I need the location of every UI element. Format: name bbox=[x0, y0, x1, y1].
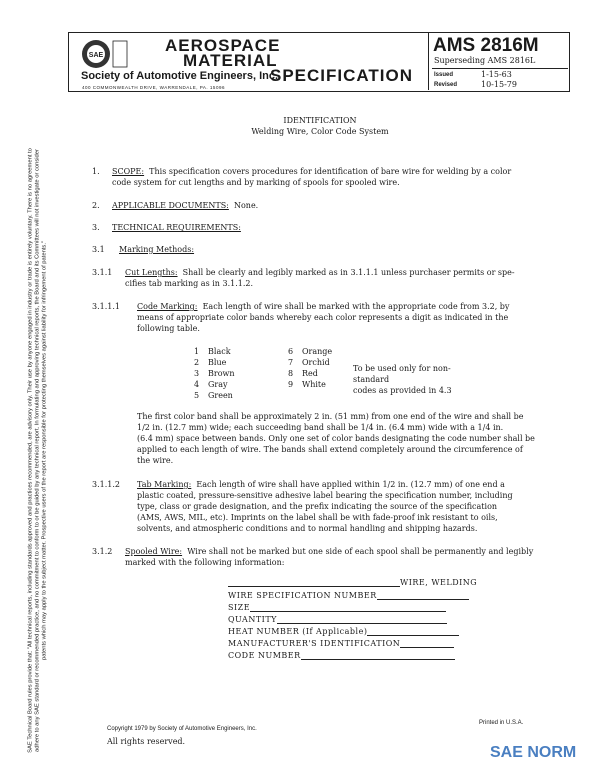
section-1 bbox=[112, 166, 511, 177]
code-number: 7 bbox=[288, 358, 294, 367]
spool-field-size-label: SIZE bbox=[228, 603, 251, 612]
code-row bbox=[194, 357, 332, 368]
code-note-line-2: codes as provided in 4.3 bbox=[353, 386, 452, 395]
section-3-1-1-2-text-2: plastic coated, pressure-sensitive adhesive label bearing the specification number, including bbox=[137, 491, 513, 500]
code-color: Black bbox=[208, 347, 231, 356]
section-3-1-2-heading: Spooled Wire: bbox=[125, 547, 183, 556]
code-number: 5 bbox=[194, 391, 200, 400]
code-number: 6 bbox=[288, 347, 294, 356]
spool-field-code-label: CODE NUMBER bbox=[228, 651, 301, 660]
section-1-text: This specification covers procedures for identification of bare wire for welding by a color bbox=[149, 167, 512, 176]
title-line-2: MATERIAL bbox=[183, 51, 278, 70]
issued-date: 1-15-63 bbox=[481, 70, 512, 79]
section-3-1-1-number: 3.1.1 bbox=[92, 268, 113, 277]
spool-field-heat bbox=[228, 627, 459, 636]
society-address: 400 COMMONWEALTH DRIVE, WARRENDALE, PA. 15096 bbox=[82, 85, 225, 90]
section-3 bbox=[112, 222, 241, 233]
title-line-1: AEROSPACE bbox=[165, 36, 281, 55]
code-note bbox=[353, 363, 483, 396]
printed-in: Printed in U.S.A. bbox=[479, 720, 524, 726]
section-3-1-1-1-number: 3.1.1.1 bbox=[92, 302, 120, 311]
code-color: Brown bbox=[208, 369, 235, 378]
code-row bbox=[194, 390, 332, 401]
spool-field-size bbox=[228, 603, 446, 612]
sae-logo bbox=[80, 36, 130, 72]
section-3-1-1-text-2: cifies tab marking as in 3.1.1.2. bbox=[125, 279, 254, 288]
superseding: Superseding AMS 2816L bbox=[434, 56, 536, 65]
revised-label: Revised bbox=[434, 82, 458, 88]
section-3-1-1-heading: Cut Lengths: bbox=[125, 268, 178, 277]
section-3-1-heading: Marking Methods: bbox=[119, 245, 195, 254]
section-3-1-1-1-heading: Code Marking: bbox=[137, 302, 198, 311]
copyright: Copyright 1979 by Society of Automotive Engineers, Inc. bbox=[107, 726, 257, 732]
title-line-3: SPECIFICATION bbox=[270, 66, 414, 85]
section-1-heading: SCOPE: bbox=[112, 167, 145, 176]
section-3-1-1-2 bbox=[137, 479, 505, 490]
code-note-line-1: To be used only for non-standard bbox=[353, 364, 451, 384]
section-3-1-1-1-text-2: means of appropriate color bands whereby each color represents a digit as indicated in the bbox=[137, 313, 509, 322]
spool-field-heat-label: HEAT NUMBER (If Applicable) bbox=[228, 627, 368, 636]
spool-field-spec bbox=[228, 591, 469, 600]
section-3-1-1-2-text-3: type, class or grade designation, and the prefix indicating the source of the specification bbox=[137, 502, 498, 511]
code-number: 3 bbox=[194, 369, 200, 378]
header-divider bbox=[428, 32, 429, 90]
section-3-1-1-1-text: Each length of wire shall be marked with the appropriate code from 3.2, by bbox=[202, 302, 510, 311]
ams-number: AMS 2816M bbox=[433, 35, 539, 56]
spool-field-mfr bbox=[228, 639, 454, 648]
section-3-1-1-2-heading: Tab Marking: bbox=[137, 480, 192, 489]
section-3-1-1-1-text-3: following table. bbox=[137, 324, 200, 333]
code-row bbox=[194, 346, 332, 357]
code-number: 1 bbox=[194, 347, 200, 356]
rights-reserved: All rights reserved. bbox=[107, 737, 186, 746]
superseding-rule bbox=[432, 68, 568, 69]
color-code-table bbox=[194, 346, 332, 401]
band-paragraph-2: 1/2 in. (12.7 mm) wide; each succeeding band shall be 1/4 in. (6.4 mm) wide with a 1/4 in. bbox=[137, 423, 504, 432]
code-row bbox=[194, 368, 332, 379]
section-1-number: 1. bbox=[92, 167, 100, 176]
band-paragraph-3: (6.4 mm) space between bands. Only one set of color bands designating the code number shall be bbox=[137, 434, 535, 443]
code-color: Green bbox=[208, 391, 233, 400]
spool-field-wire bbox=[228, 578, 477, 587]
document-title bbox=[220, 115, 420, 137]
band-paragraph-5: the wire. bbox=[137, 456, 174, 465]
band-paragraph-1: The first color band shall be approximately 2 in. (51 mm) from one end of the wire and shall be bbox=[137, 412, 524, 421]
section-3-1-1-2-text: Each length of wire shall have applied within 1/2 in. (12.7 mm) of one end a bbox=[196, 480, 505, 489]
spool-field-spec-label: WIRE SPECIFICATION NUMBER bbox=[228, 591, 377, 600]
spool-field-code bbox=[228, 651, 455, 660]
code-number: 4 bbox=[194, 380, 200, 389]
code-color: White bbox=[302, 380, 326, 389]
code-color: Gray bbox=[208, 380, 228, 389]
section-1-text-2: code system for cut lengths and by marking of spools for spooled wire. bbox=[112, 178, 400, 187]
section-3-1-1 bbox=[125, 267, 515, 278]
section-3-1-1-1 bbox=[137, 301, 509, 312]
section-3-1-1-2-text-5: solvents, and atmospheric conditions and to normal handling and shipping hazards. bbox=[137, 524, 478, 533]
band-paragraph-4: applied to each length of wire. The bands shall extend completely around the circumference of bbox=[137, 445, 523, 454]
section-3-1-number: 3.1 bbox=[92, 245, 105, 254]
issued-label: Issued bbox=[434, 72, 454, 78]
code-number: 8 bbox=[288, 369, 294, 378]
section-2-text: None. bbox=[233, 201, 259, 210]
spool-field-quantity-label: QUANTITY bbox=[228, 615, 277, 624]
code-color: Red bbox=[302, 369, 318, 378]
code-number: 2 bbox=[194, 358, 200, 367]
code-row bbox=[194, 379, 332, 390]
section-3-1-2-number: 3.1.2 bbox=[92, 547, 113, 556]
spool-field-quantity bbox=[228, 615, 447, 624]
code-color: Orange bbox=[302, 347, 333, 356]
code-color: Orchid bbox=[302, 358, 330, 367]
code-color: Blue bbox=[208, 358, 227, 367]
section-3-1-1-2-number: 3.1.1.2 bbox=[92, 480, 120, 489]
section-3-1-2-text-2: marked with the following information: bbox=[125, 558, 285, 567]
section-2 bbox=[112, 200, 258, 211]
section-3-1 bbox=[119, 244, 194, 255]
section-3-1-2-text: Wire shall not be marked but one side of each spool shall be permanently and legibly bbox=[187, 547, 534, 556]
section-3-1-1-2-text-4: (AMS, AWS, MIL, etc). Imprints on the label shall be with fade-proof ink resistant to oils, bbox=[137, 513, 498, 522]
spool-field-wire-label: WIRE, WELDING bbox=[400, 578, 478, 587]
revised-date: 10-15-79 bbox=[481, 80, 517, 89]
document-title-line-2: Welding Wire, Color Code System bbox=[251, 127, 389, 136]
section-3-heading: TECHNICAL REQUIREMENTS: bbox=[112, 223, 241, 232]
sae-board-rules-note: SAE Technical Board rules provide that: "All technical reports, including standards approved and practices recommended, are advisory only. Their use by anyone engaged in industry or trade is entirely voluntary. There is no agreement to adhere to any SAE standard or recommended practice, and no commitment to conform to or be guided by any technical report. In formulating and approving technical reports, the Board and its Committees will not investigate or consider patents which may apply to the subject matter. Prospective users of the report are responsible for protecting themselves against liability for infringement of patents." bbox=[27, 148, 48, 753]
logo-text: SAE bbox=[88, 52, 104, 59]
section-2-heading: APPLICABLE DOCUMENTS: bbox=[112, 201, 229, 210]
section-3-number: 3. bbox=[92, 223, 100, 232]
sae-norm-watermark bbox=[488, 740, 588, 764]
document-title-line-1: IDENTIFICATION bbox=[283, 116, 357, 125]
section-3-1-2 bbox=[125, 546, 533, 557]
spool-field-mfr-label: MANUFACTURER'S IDENTIFICATION bbox=[228, 639, 401, 648]
section-2-number: 2. bbox=[92, 201, 100, 210]
watermark-text: SAE NORM bbox=[490, 744, 577, 761]
society-name: Society of Automotive Engineers, Inc. bbox=[81, 70, 279, 82]
code-number: 9 bbox=[288, 380, 294, 389]
section-3-1-1-text: Shall be clearly and legibly marked as in 3.1.1.1 unless purchaser permits or spe- bbox=[182, 268, 515, 277]
